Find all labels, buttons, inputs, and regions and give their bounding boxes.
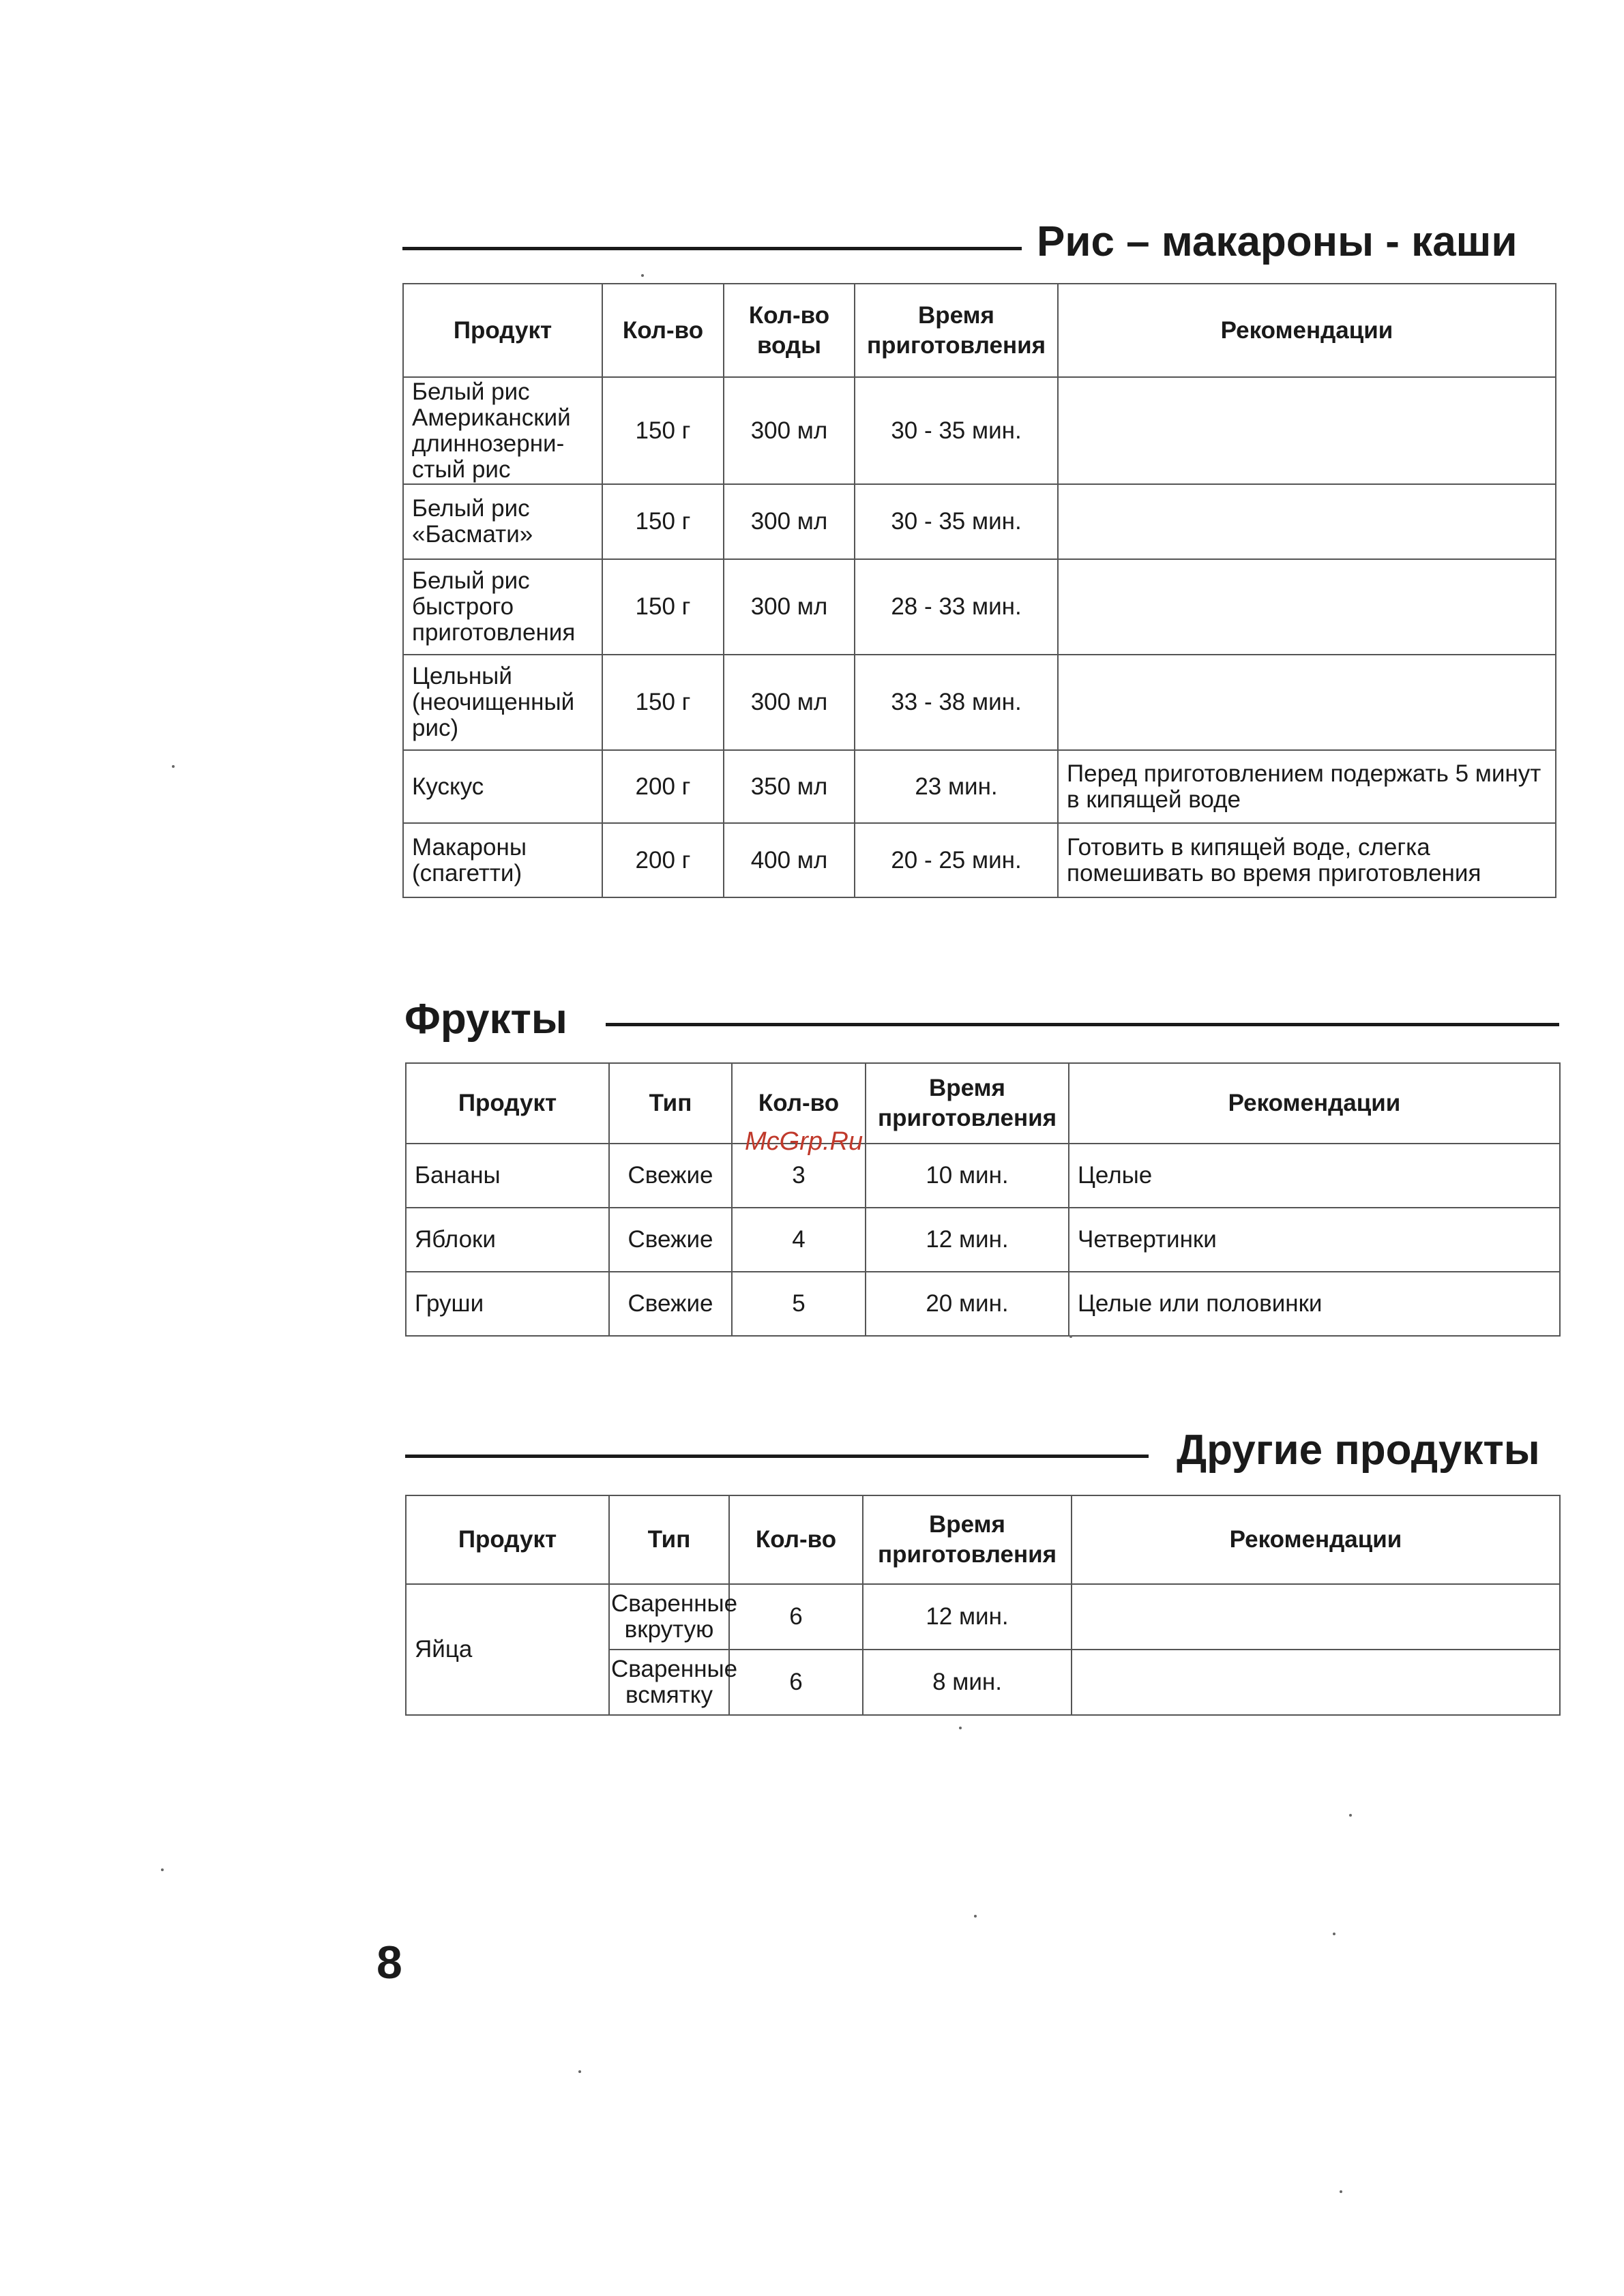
table-row xyxy=(406,1272,1560,1336)
scan-speck xyxy=(641,274,644,277)
cell-product: Белый рис быстрого приготовления xyxy=(403,559,602,655)
cell-product: Белый рис Американский длиннозерни-стый рис xyxy=(403,377,602,484)
col-header: Кол-во xyxy=(729,1495,863,1584)
col-header: Время приготовления xyxy=(863,1495,1072,1584)
scan-speck xyxy=(1069,1335,1072,1338)
cell-water: 300 мл xyxy=(724,484,855,559)
cell-qty: 200 г xyxy=(602,750,724,823)
page-number: 8 xyxy=(377,1937,402,1988)
cell-type: Сваренные всмятку xyxy=(609,1650,729,1715)
other-title-rule xyxy=(405,1455,1149,1458)
rice-title-rule xyxy=(402,247,1022,250)
table-row xyxy=(403,823,1556,897)
cell-time: 30 - 35 мин. xyxy=(855,377,1058,484)
cell-product: Цельный (неочищенный рис) xyxy=(403,655,602,750)
table-row xyxy=(403,655,1556,750)
table-row xyxy=(403,484,1556,559)
cell-recommendation xyxy=(1058,559,1556,655)
scan-speck xyxy=(578,2070,581,2073)
cell-recommendation xyxy=(1072,1650,1560,1715)
cell-water: 400 мл xyxy=(724,823,855,897)
scan-speck xyxy=(1340,2190,1342,2193)
cell-recommendation xyxy=(1058,377,1556,484)
rice-section-title: Рис – макароны - каши xyxy=(1037,218,1518,265)
cell-time: 20 - 25 мин. xyxy=(855,823,1058,897)
cell-qty: 3 xyxy=(732,1144,866,1208)
fruits-title-rule xyxy=(606,1023,1559,1026)
col-header: Рекомендации xyxy=(1058,284,1556,377)
cell-product: Кускус xyxy=(403,750,602,823)
col-header: Тип xyxy=(609,1495,729,1584)
cell-time: 12 мин. xyxy=(866,1208,1069,1272)
cell-recommendation: Готовить в кипящей воде, слегка помешивать во время приготовления xyxy=(1058,823,1556,897)
cell-qty: 150 г xyxy=(602,559,724,655)
cell-time: 20 мин. xyxy=(866,1272,1069,1336)
cell-recommendation: Целые или половинки xyxy=(1069,1272,1560,1336)
table-header-row xyxy=(406,1063,1560,1144)
cell-water: 300 мл xyxy=(724,655,855,750)
cell-product: Груши xyxy=(406,1272,609,1336)
cell-time: 8 мин. xyxy=(863,1650,1072,1715)
cell-qty: 4 xyxy=(732,1208,866,1272)
cell-product: Макароны (спагетти) xyxy=(403,823,602,897)
cell-qty: 5 xyxy=(732,1272,866,1336)
table-row xyxy=(403,559,1556,655)
cell-qty: 150 г xyxy=(602,484,724,559)
cell-product: Белый рис «Басмати» xyxy=(403,484,602,559)
cell-time: 23 мин. xyxy=(855,750,1058,823)
cell-time: 28 - 33 мин. xyxy=(855,559,1058,655)
col-header: Кол-во воды xyxy=(724,284,855,377)
table-row xyxy=(406,1584,1560,1650)
cell-time: 30 - 35 мин. xyxy=(855,484,1058,559)
scan-speck xyxy=(959,1727,962,1729)
cell-water: 350 мл xyxy=(724,750,855,823)
table-row xyxy=(403,750,1556,823)
cell-qty: 200 г xyxy=(602,823,724,897)
rice-table xyxy=(402,283,1556,898)
cell-water: 300 мл xyxy=(724,559,855,655)
cell-recommendation xyxy=(1058,484,1556,559)
col-header: Время приготовления xyxy=(855,284,1058,377)
cell-qty: 150 г xyxy=(602,655,724,750)
table-header-row xyxy=(403,284,1556,377)
table-header-row xyxy=(406,1495,1560,1584)
col-header: Продукт xyxy=(406,1063,609,1144)
col-header: Тип xyxy=(609,1063,732,1144)
table-row xyxy=(406,1144,1560,1208)
cell-time: 33 - 38 мин. xyxy=(855,655,1058,750)
cell-recommendation: Четвертинки xyxy=(1069,1208,1560,1272)
fruits-table xyxy=(405,1062,1561,1337)
cell-time: 12 мин. xyxy=(863,1584,1072,1650)
cell-type: Свежие xyxy=(609,1272,732,1336)
watermark: McGrp.Ru xyxy=(745,1127,863,1156)
other-section-title: Другие продукты xyxy=(1177,1427,1540,1474)
col-header: Рекомендации xyxy=(1072,1495,1560,1584)
cell-product: Бананы xyxy=(406,1144,609,1208)
cell-time: 10 мин. xyxy=(866,1144,1069,1208)
scan-speck xyxy=(161,1868,164,1871)
cell-recommendation xyxy=(1058,655,1556,750)
cell-product: Яйца xyxy=(406,1584,609,1715)
col-header: Кол-во xyxy=(732,1063,866,1144)
scan-speck xyxy=(1333,1933,1335,1935)
table-row xyxy=(406,1208,1560,1272)
col-header: Время приготовления xyxy=(866,1063,1069,1144)
other-table xyxy=(405,1495,1561,1716)
cell-qty: 6 xyxy=(729,1650,863,1715)
cell-type: Свежие xyxy=(609,1144,732,1208)
scan-speck xyxy=(172,765,175,768)
cell-recommendation: Целые xyxy=(1069,1144,1560,1208)
table-row xyxy=(403,377,1556,484)
col-header: Кол-во xyxy=(602,284,724,377)
cell-type: Сваренные вкрутую xyxy=(609,1584,729,1650)
col-header: Продукт xyxy=(406,1495,609,1584)
cell-recommendation: Перед приготовлением подержать 5 минут в кипящей воде xyxy=(1058,750,1556,823)
scan-speck xyxy=(974,1915,977,1918)
cell-qty: 6 xyxy=(729,1584,863,1650)
cell-product: Яблоки xyxy=(406,1208,609,1272)
cell-qty: 150 г xyxy=(602,377,724,484)
cell-type: Свежие xyxy=(609,1208,732,1272)
scan-speck xyxy=(1349,1814,1352,1817)
col-header: Рекомендации xyxy=(1069,1063,1560,1144)
cell-water: 300 мл xyxy=(724,377,855,484)
col-header: Продукт xyxy=(403,284,602,377)
cell-recommendation xyxy=(1072,1584,1560,1650)
fruits-section-title: Фрукты xyxy=(404,996,567,1043)
